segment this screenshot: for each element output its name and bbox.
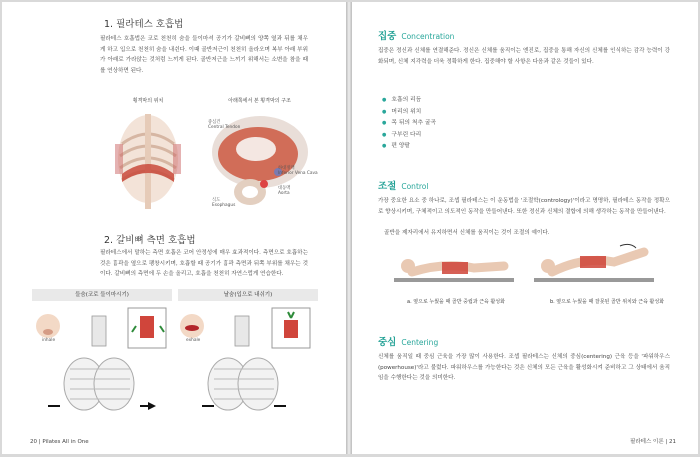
right-footer-page: 21 <box>669 439 676 445</box>
control-text: 가장 중요한 요소 중 하나로, 조셉 필라테스는 이 운동법을 '조절학(contrology)'이라고 명명하, 필라테스 동작을 정확으로 향상시키며, 구체적이고 의도적인 동작을 만들어낸다. 또한 정신과 신체의 결합에 의해 생각하는 동작을 만들어낸다. <box>378 198 670 215</box>
section1-text: 필라테스 호흡법은 코로 천천히 숨을 들이마셔 공기가 갈비뼈의 양쪽 옆과 뒤를 채우게 하고 입으로 천천히 숨을 내쉰다. 이때 골반저근이 천천히 올라오며 복부 아래 부위가 아래로 가라앉는 것처럼 느끼게 된다. 골반저근을 느끼기 위해서는 소변을 참을 때를 연상하면 된다. <box>100 36 308 74</box>
bullet-item: ● 편 양팔 <box>382 141 436 153</box>
control-title-ko: 조절 <box>378 181 397 192</box>
concentration-bullets <box>382 95 436 153</box>
right-footer-label: 필라테스 이론 <box>630 439 664 445</box>
label-vena-cava: 하대정맥 Inferior Vena Cava <box>278 166 318 176</box>
control-illustration <box>374 242 674 304</box>
exhale-label: exhale <box>186 338 201 343</box>
inhale-header: 들숨(코로 들이마시기) <box>32 289 172 301</box>
inhale-detail-image <box>128 308 166 348</box>
centering-title-en: Centering <box>401 338 439 347</box>
diaphragm-illustration <box>100 104 310 222</box>
bullet-item: ● 목 뒤의 척추 굴곡 <box>382 118 436 130</box>
left-page <box>2 2 346 454</box>
exhale-mouth-image <box>180 314 204 338</box>
figure-diaphragm <box>100 97 318 222</box>
bullet-item: ● 머리의 위치 <box>382 107 436 119</box>
figure1-left-caption: 횡격막의 위치 <box>132 98 164 104</box>
concentration-text: 집중은 정신과 신체를 연결해준다. 정신은 신체를 움직이는 엔진로, 집중을 통해 자신의 신체를 인식하는 감각 능력이 강화되며, 신체 지각력을 더욱 정확하게 한다. 집중해야 할 사항은 다음과 같은 것들이 있다. <box>378 48 670 65</box>
bullet-item: ● 구부린 다리 <box>382 130 436 142</box>
label-aorta: 대동맥 Aorta <box>278 186 291 196</box>
inhale-nose-image <box>36 314 60 338</box>
figure1-right-caption: 아래쪽에서 본 횡격막의 구조 <box>228 98 291 104</box>
section2-text: 필라테스에서 말하는 측면 호흡은 코어 안정성에 매우 효과적이다. 측면으로 호흡하는 것은 흉곽을 옆으로 팽창시키며, 호흡할 때 공기가 흉곽 측면과 뒤쪽 부위를 채우는 것이다. 갈비뼈의 측면에 두 손을 올리고, 호흡을 천천히 자연스럽게 연습한다. <box>100 250 308 277</box>
control-title-en: Control <box>401 182 429 191</box>
label-esophagus: 식도 Esophagus <box>212 198 236 208</box>
control-text-2: 골반을 제자리에서 유지하면서 신체를 움직이는 것이 조절의 예이다. <box>384 230 550 236</box>
concentration-title <box>378 28 454 42</box>
centering-title <box>378 334 438 348</box>
side-lying-incorrect-image <box>534 244 654 282</box>
ribcage-image <box>115 114 181 209</box>
control-title <box>378 178 428 192</box>
control-caption-a: a. 옆으로 누웠을 때 골반 중립과 근육 활성화 <box>407 299 505 305</box>
exhale-detail-image <box>272 308 310 348</box>
concentration-title-ko: 집중 <box>378 31 397 42</box>
left-footer: 20 | Pilates All in One <box>30 439 89 445</box>
centering-title-ko: 중심 <box>378 337 397 348</box>
exhale-header: 날숨(입으로 내쉬기) <box>178 289 318 301</box>
side-lying-correct-image <box>394 259 514 282</box>
section2-title: 2. 갈비뼈 측면 호흡법 <box>104 235 196 246</box>
centering-text: 신체를 움직일 때 중심 근육을 가장 많이 사용한다. 조셉 필라테스는 신체의 중심(centering) 근육 등을 '파워하우스(powerhouse)'라고 불렀다. 파워하우스를 가능한다는 것은 신체의 모든 근육을 활성화시켜 준비하고 그 상태에서 움직임을 수행한다는 것을 의미한다. <box>378 354 670 381</box>
section1-title: 1. 필라테스 호흡법 <box>104 19 184 30</box>
inhale-label: inhale <box>42 338 56 343</box>
bullet-item: ● 호흡의 리듬 <box>382 95 436 107</box>
control-caption-b: b. 옆으로 누웠을 때 잘못된 골반 위치와 근육 활성화 <box>549 299 665 305</box>
right-footer: 필라테스 이론 | 21 <box>630 439 676 445</box>
label-central-tendon: 중심건 Central Tendon <box>208 120 241 130</box>
breathing-illustration <box>30 304 320 414</box>
concentration-title-en: Concentration <box>401 32 455 41</box>
right-page <box>352 2 698 454</box>
